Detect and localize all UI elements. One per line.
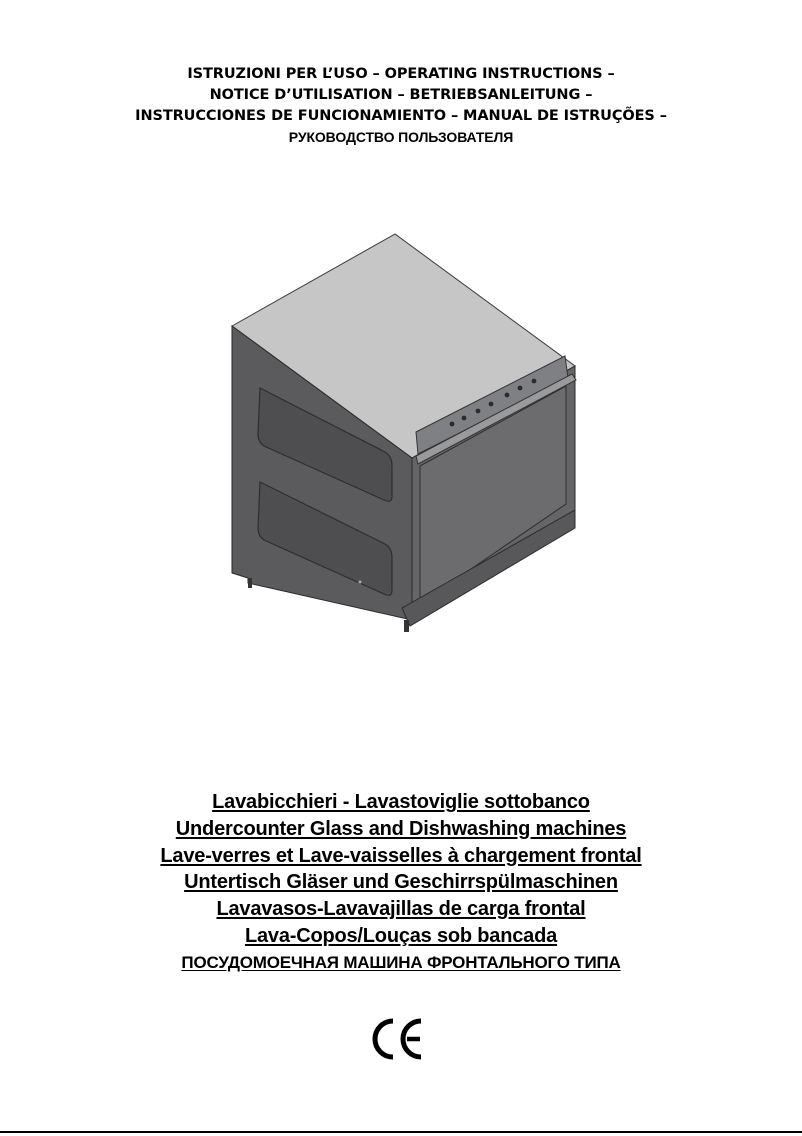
header-line-ru: РУКОВОДСТВО ПОЛЬЗОВАТЕЛЯ — [288, 129, 514, 145]
title-fr: Lave-verres et Lave-vaisselles à chargement frontal — [160, 844, 642, 867]
header-line-es-pt: INSTRUCCIONES DE FUNCIONAMIENTO – MANUAL DE ISTRUÇÕES – — [135, 108, 667, 124]
header-languages — [0, 64, 802, 148]
foot-left — [248, 578, 252, 588]
foot-front — [404, 620, 409, 632]
bottom-rule — [0, 1131, 802, 1133]
title-ru: ПОСУДОМОЕЧНАЯ МАШИНА ФРОНТАЛЬНОГО ТИПА — [181, 952, 621, 972]
title-es: Lavavasos-Lavavajillas de carga frontal — [216, 898, 586, 921]
header-line-it-en: ISTRUZIONI PER L’USO – OPERATING INSTRUCTIONS – — [187, 66, 615, 82]
title-en: Undercounter Glass and Dishwashing machines — [175, 817, 627, 840]
title-it: Lavabicchieri - Lavastoviglie sottobanco — [212, 791, 590, 813]
dishwasher-illustration — [220, 228, 590, 698]
product-titles — [0, 789, 802, 977]
ce-mark-icon — [371, 1016, 427, 1062]
title-de: Untertisch Gläser und Geschirrspülmaschinen — [184, 871, 618, 894]
title-pt: Lava-Copos/Louças sob bancada — [244, 924, 558, 947]
header-line-fr-de: NOTICE D’UTILISATION – BETRIEBSANLEITUNG – — [209, 87, 593, 103]
